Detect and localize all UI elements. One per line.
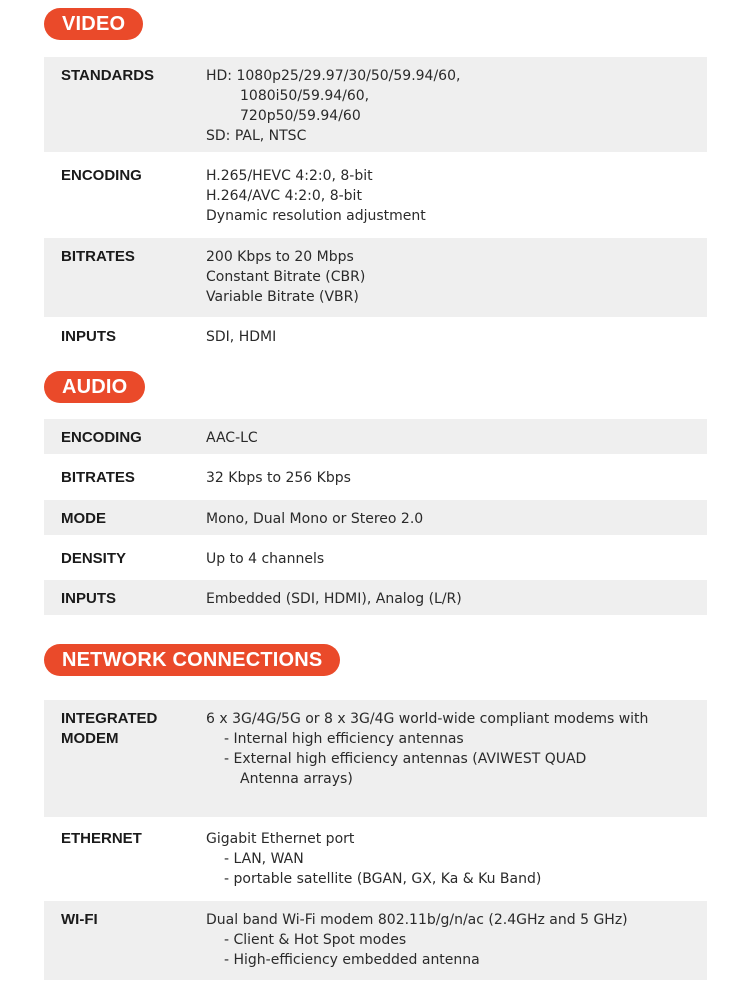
- spec-line: H.265/HEVC 4:2:0, 8-bit: [206, 168, 373, 184]
- spec-label-line: MODEM: [61, 730, 119, 747]
- spec-line: Gigabit Ethernet port: [206, 831, 355, 847]
- spec-label: INPUTS: [61, 328, 117, 345]
- spec-line: 720p50/59.94/60: [240, 108, 361, 124]
- spec-label: BITRATES: [61, 248, 135, 265]
- spec-line: - portable satellite (BGAN, GX, Ka & Ku Band): [224, 871, 542, 887]
- spec-row-audio-bitrates: [44, 459, 707, 496]
- section-title-video: VIDEO: [44, 8, 143, 40]
- spec-value: [206, 247, 699, 307]
- spec-row-wifi: [44, 901, 707, 980]
- spec-line: Antenna arrays): [240, 771, 353, 787]
- spec-value: [206, 509, 699, 529]
- spec-row-encoding: [44, 157, 707, 235]
- spec-label-line: INTEGRATED: [61, 710, 158, 727]
- spec-value: [206, 327, 699, 347]
- spec-value: [206, 910, 699, 970]
- spec-label: MODE: [61, 510, 106, 527]
- spec-line: - Internal high efficiency antennas: [224, 731, 464, 747]
- spec-value: [206, 829, 699, 889]
- spec-label: ETHERNET: [61, 830, 142, 847]
- spec-line: Up to 4 channels: [206, 551, 325, 567]
- spec-line: 1080i50/59.94/60,: [240, 88, 370, 104]
- spec-line: SDI, HDMI: [206, 329, 277, 345]
- spec-label: [61, 709, 201, 749]
- spec-row-bitrates: [44, 238, 707, 317]
- spec-row-integrated-modem: [44, 700, 707, 817]
- spec-value: [206, 549, 699, 569]
- spec-label: STANDARDS: [61, 67, 155, 84]
- spec-line: - LAN, WAN: [224, 851, 304, 867]
- spec-line: - Client & Hot Spot modes: [224, 932, 407, 948]
- spec-value: [206, 468, 699, 488]
- spec-row-audio-density: [44, 540, 707, 577]
- spec-line: - High-efficiency embedded antenna: [224, 952, 480, 968]
- spec-line: 6 x 3G/4G/5G or 8 x 3G/4G world-wide compliant modems with: [206, 711, 649, 727]
- spec-label: WI-FI: [61, 911, 98, 928]
- spec-line: Mono, Dual Mono or Stereo 2.0: [206, 511, 424, 527]
- spec-value: [206, 709, 699, 789]
- section-title-network: NETWORK CONNECTIONS: [44, 644, 340, 676]
- spec-line: Dual band Wi-Fi modem 802.11b/g/n/ac (2.4GHz and 5 GHz): [206, 912, 628, 928]
- spec-row-ethernet: [44, 820, 707, 898]
- spec-label: ENCODING: [61, 167, 142, 184]
- spec-label: BITRATES: [61, 469, 135, 486]
- spec-value: [206, 589, 699, 609]
- section-title-audio: AUDIO: [44, 371, 145, 403]
- spec-line: Embedded (SDI, HDMI), Analog (L/R): [206, 591, 462, 607]
- spec-value: [206, 166, 699, 226]
- spec-line: Constant Bitrate (CBR): [206, 269, 366, 285]
- spec-line: SD: PAL, NTSC: [206, 128, 307, 144]
- spec-line: H.264/AVC 4:2:0, 8-bit: [206, 188, 362, 204]
- spec-line: - External high efficiency antennas (AVIWEST QUAD: [224, 751, 587, 767]
- spec-line: 32 Kbps to 256 Kbps: [206, 470, 351, 486]
- spec-label: ENCODING: [61, 429, 142, 446]
- spec-value: [206, 428, 699, 448]
- spec-line: HD: 1080p25/29.97/30/50/59.94/60,: [206, 68, 461, 84]
- spec-label: DENSITY: [61, 550, 127, 567]
- spec-row-audio-inputs: [44, 580, 707, 615]
- spec-row-standards: [44, 57, 707, 152]
- spec-line: 200 Kbps to 20 Mbps: [206, 249, 354, 265]
- spec-line: AAC-LC: [206, 430, 258, 446]
- spec-row-audio-encoding: [44, 419, 707, 454]
- spec-label: INPUTS: [61, 590, 117, 607]
- spec-value: [206, 66, 699, 146]
- spec-line: Variable Bitrate (VBR): [206, 289, 359, 305]
- spec-row-audio-mode: [44, 500, 707, 535]
- spec-line: Dynamic resolution adjustment: [206, 208, 426, 224]
- spec-row-inputs: [44, 318, 707, 356]
